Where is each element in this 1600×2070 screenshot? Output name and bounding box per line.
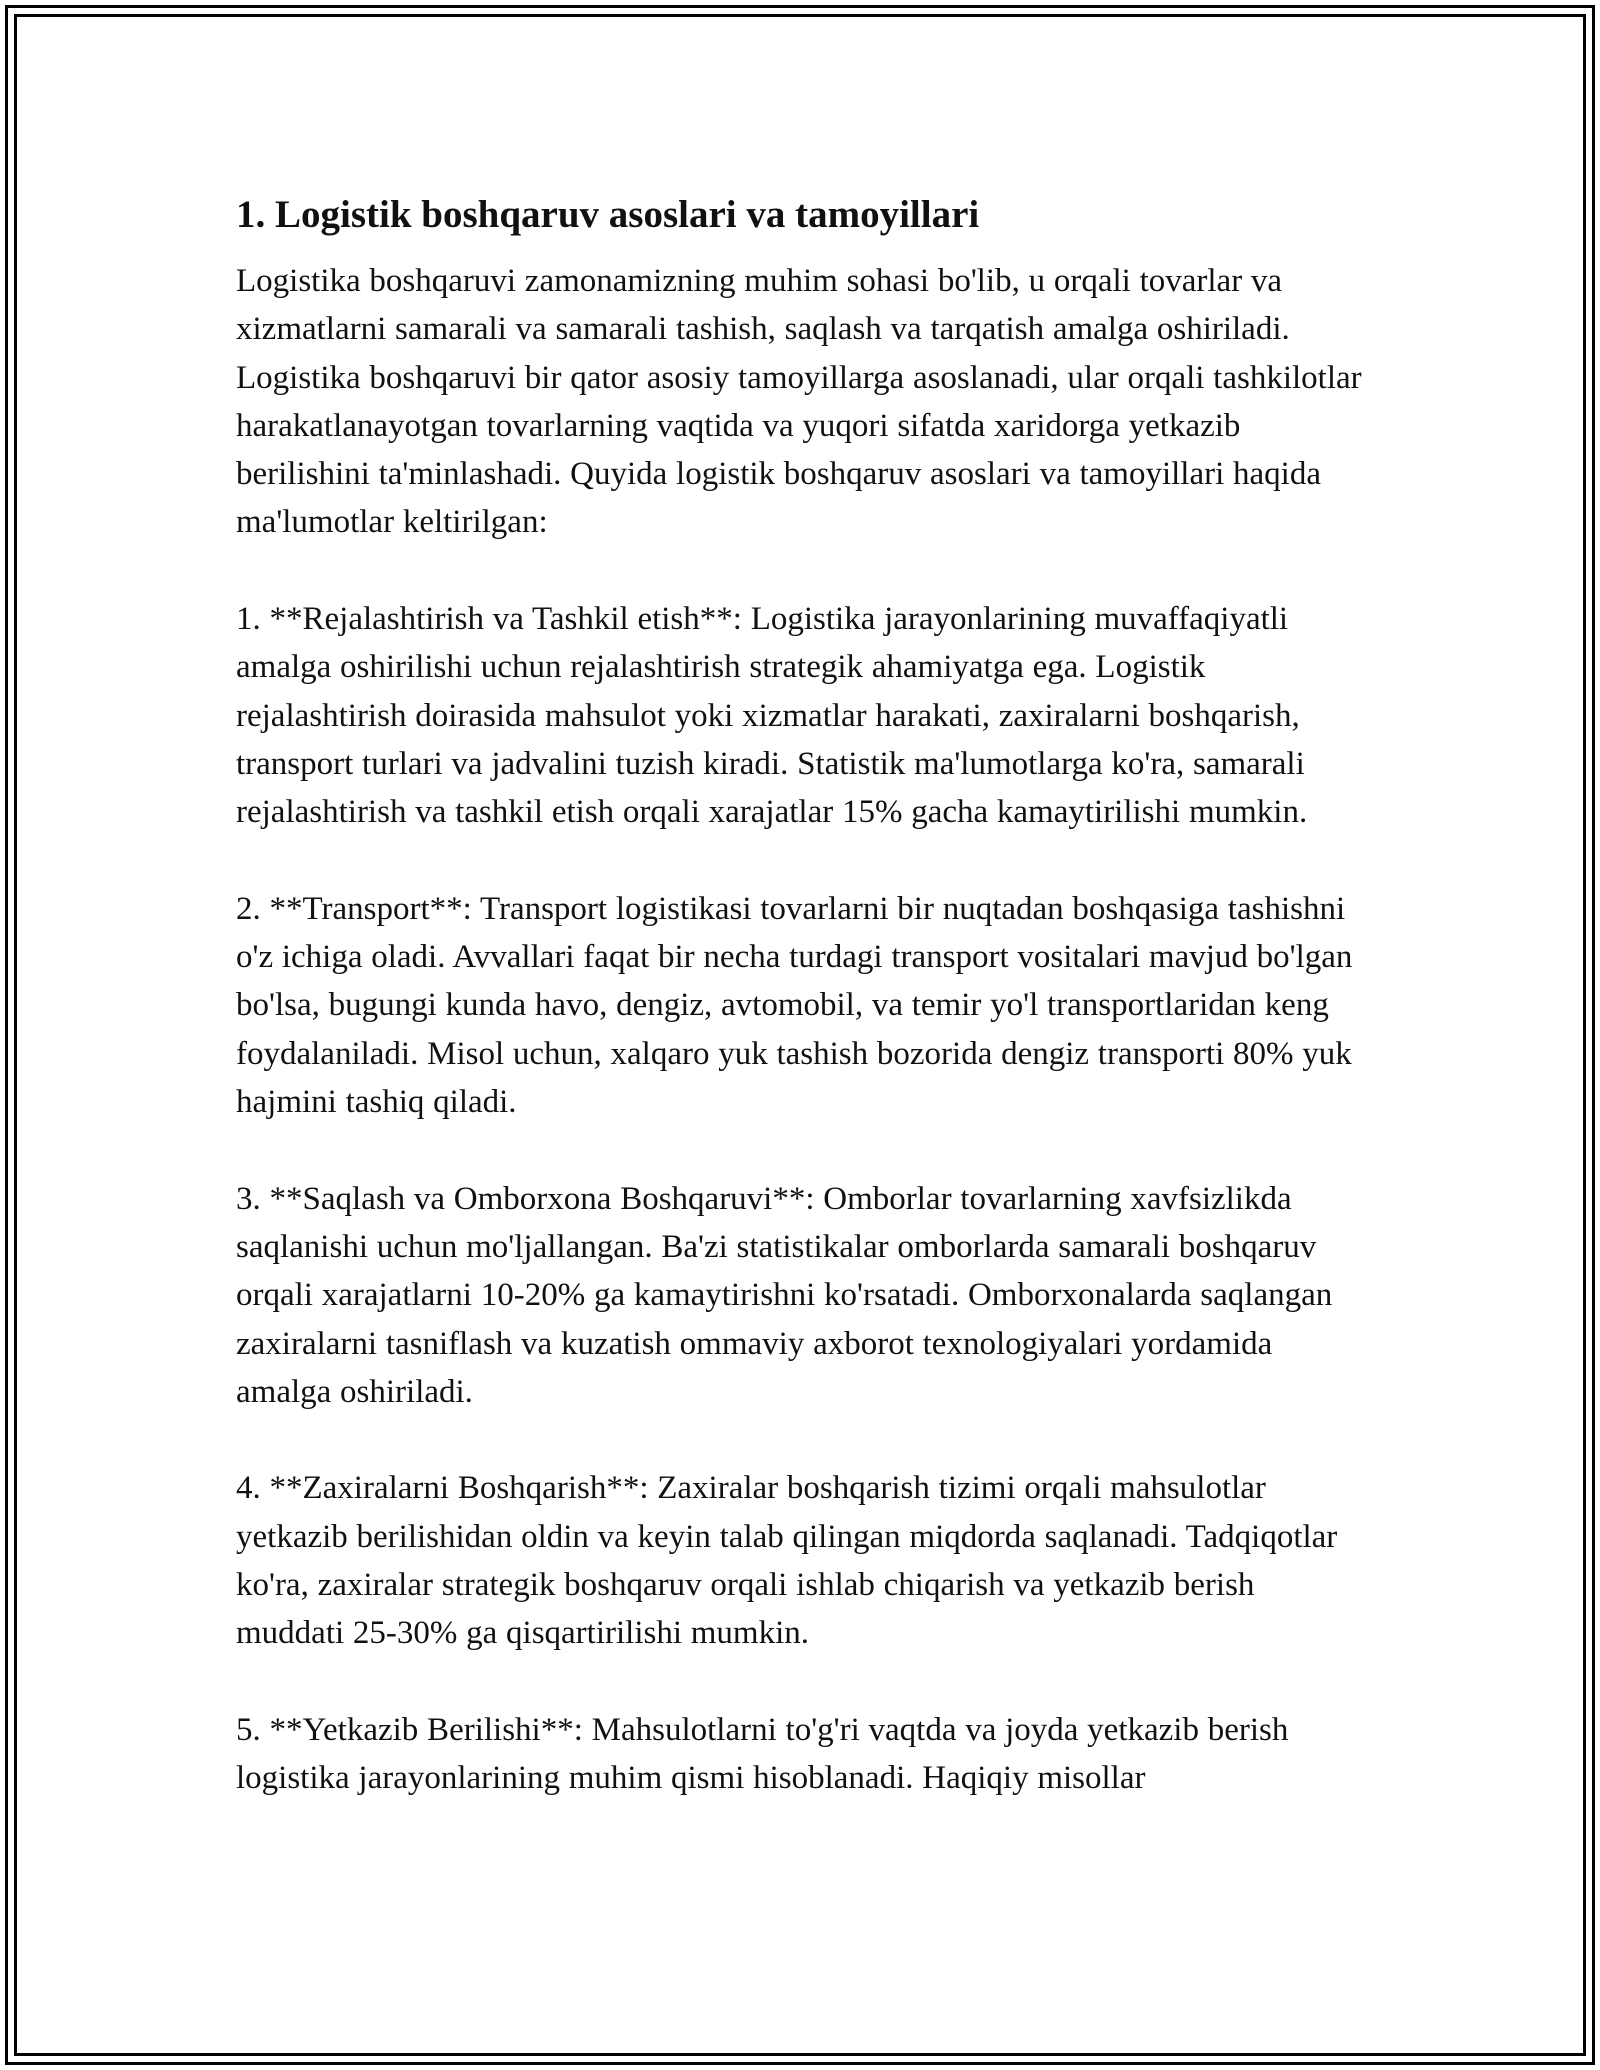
list-item-planning: 1. **Rejalashtirish va Tashkil etish**: Logistika jarayonlarining muvaffaqiyatli amalga oshirilishi uchun rejalashtirish strategik ahamiyatga ega. Logistik rejalashtirish doirasida mahsulot yoki xizmatlar harakati, zaxiralarni boshqarish, transport turlari va jadvalini tuzish kiradi. Statistik ma'lumotlarga ko'ra, samarali rejalashtirish va tashkil etish orqali xarajatlar 15% gacha kamaytirilishi mumkin. xyxy=(236,601,1308,831)
document-page xyxy=(236,185,1366,1851)
section-heading: 1. Logistik boshqaruv asoslari va tamoyillari xyxy=(236,193,980,236)
intro-paragraph: Logistika boshqaruvi zamonamizning muhim sohasi bo'lib, u orqali tovarlar va xizmatlarni samarali va samarali tashish, saqlash va tarqatish amalga oshiriladi. Logistika boshqaruvi bir qator asosiy tamoyillarga asoslanadi, ular orqali tashkilotlar harakatlanayotgan tovarlarning vaqtida va yuqori sifatda xaridorga yetkazib berilishini ta'minlashadi. Quyida logistik boshqaruv asoslari va tamoyillari haqida ma'lumotlar keltirilgan: xyxy=(236,263,1362,541)
list-item-inventory: 4. **Zaxiralarni Boshqarish**: Zaxiralar boshqarish tizimi orqali mahsulotlar yetkazib berilishidan oldin va keyin talab qilingan miqdorda saqlanadi. Tadqiqotlar ko'ra, zaxiralar strategik boshqaruv orqali ishlab chiqarish va yetkazib berish muddati 25-30% ga qisqartirilishi mumkin. xyxy=(236,1470,1338,1652)
list-item-transport: 2. **Transport**: Transport logistikasi tovarlarni bir nuqtadan boshqasiga tashishni o'z ichiga oladi. Avvallari faqat bir necha turdagi transport vositalari mavjud bo'lgan bo'lsa, bugungi kunda havo, dengiz, avtomobil, va temir yo'l transportlaridan keng foydalaniladi. Misol uchun, xalqaro yuk tashish bozorida dengiz transporti 80% yuk hajmini tashiq qiladi. xyxy=(236,890,1353,1121)
list-item-warehouse: 3. **Saqlash va Omborxona Boshqaruvi**: Omborlar tovarlarning xavfsizlikda saqlanishi uchun mo'ljallangan. Ba'zi statistikalar omborlarda samarali boshqaruv orqali xarajatlarni 10-20% ga kamaytirishni ko'rsatadi. Omborxonalarda saqlangan zaxiralarni tasniflash va kuzatish ommaviy axborot texnologiyalari yordamida amalga oshiriladi. xyxy=(236,1180,1333,1410)
list-item-delivery: 5. **Yetkazib Berilishi**: Mahsulotlarni to'g'ri vaqtda va joyda yetkazib berish logistika jarayonlarining muhim qismi hisoblanadi. Haqiqiy misollar xyxy=(236,1711,1289,1797)
